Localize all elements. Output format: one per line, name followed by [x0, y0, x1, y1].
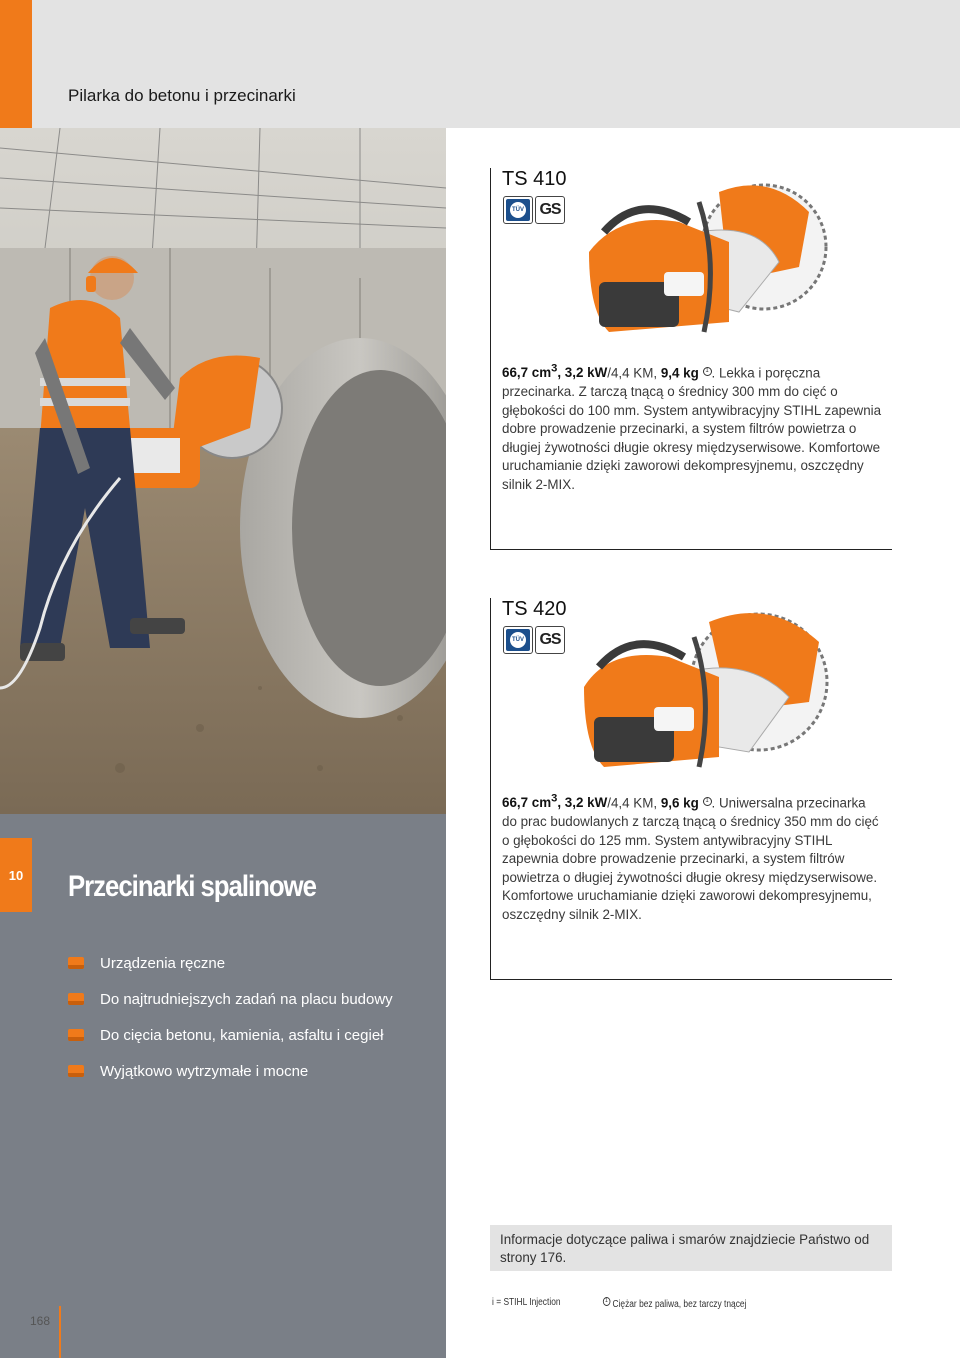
gs-badge-icon: GS	[535, 626, 565, 654]
certification-badges	[503, 196, 565, 224]
bullet-icon	[68, 1065, 84, 1077]
product-name: TS 410	[502, 168, 567, 190]
promo-title: Przecinarki spalinowe	[68, 870, 316, 903]
ts420-saw-image	[579, 602, 829, 782]
feature-item: Wyjątkowo wytrzymałe i mocne	[68, 1062, 428, 1081]
footnote-injection: i = STIHL Injection	[492, 1297, 561, 1308]
worker-cutting-photo	[0, 128, 446, 814]
product-description: 66,7 $cm^3$, 3,2 kW/4,4 KM, 9,4 kg 1 . Lekka i poręczna przecinarka. Z tarczą tnącą o średnicy 300 mm do cięć o głębokości do 100 mm. System antywibracyjny STIHL zapewnia dobre prowadzenie przecinarki, a system filtrów powietrza o długiej żywotności długie okresy międzyserwisowe. Komfortowe uruchamianie dzięki zaworowi dekompresyjnemu, oszczędny silnik 2-MIX.	[502, 363, 882, 493]
fuel-info-box: Informacje dotyczące paliwa i smarów znajdziecie Państwo od strony 176.	[490, 1225, 892, 1271]
certification-badges	[503, 626, 565, 654]
page-number: 168	[30, 1314, 51, 1328]
tuv-badge-icon: TÜV	[503, 626, 533, 654]
footnote-mark-icon: 1	[703, 367, 712, 376]
bullet-icon	[68, 957, 84, 969]
product-ts410	[490, 168, 892, 550]
footnote-weight: 1 Ciężar bez paliwa, bez tarczy tnącej	[603, 1297, 747, 1310]
feature-list	[68, 954, 428, 1098]
feature-item: Do najtrudniejszych zadań na placu budowy	[68, 990, 428, 1009]
product-description: 66,7 $cm^3$, 3,2 kW/4,4 KM, 9,6 kg 1 . Uniwersalna przecinarka do prac budowlanych z tarczą tnącą o średnicy 350 mm do cięć o głębokości do 125 mm. System antywibracyjny STIHL zapewnia dobre prowadzenie przecinarki, a system filtrów powietrza o długiej żywotności długie okresy międzyserwisowe. Komfortowe uruchamianie dzięki zaworowi dekompresyjnemu, oszczędny silnik 2-MIX.	[502, 793, 879, 923]
ts410-saw-image	[579, 172, 829, 352]
gs-badge-icon: GS	[535, 196, 565, 224]
footnote-mark-icon: 1	[703, 797, 712, 806]
feature-item: Urządzenia ręczne	[68, 954, 428, 973]
footnote-mark-icon: 1	[603, 1297, 611, 1306]
page-number-divider	[59, 1306, 61, 1358]
page-header	[0, 0, 960, 128]
bullet-icon	[68, 993, 84, 1005]
header-accent-bar	[0, 0, 32, 128]
page-title: Pilarka do betonu i przecinarki	[68, 86, 296, 105]
product-ts420	[490, 598, 892, 980]
product-name: TS 420	[502, 598, 567, 620]
footnotes	[492, 1297, 746, 1310]
bullet-icon	[68, 1029, 84, 1041]
tuv-badge-icon: TÜV	[503, 196, 533, 224]
section-tab: 10	[0, 838, 32, 912]
feature-item: Do cięcia betonu, kamienia, asfaltu i cegieł	[68, 1026, 428, 1045]
